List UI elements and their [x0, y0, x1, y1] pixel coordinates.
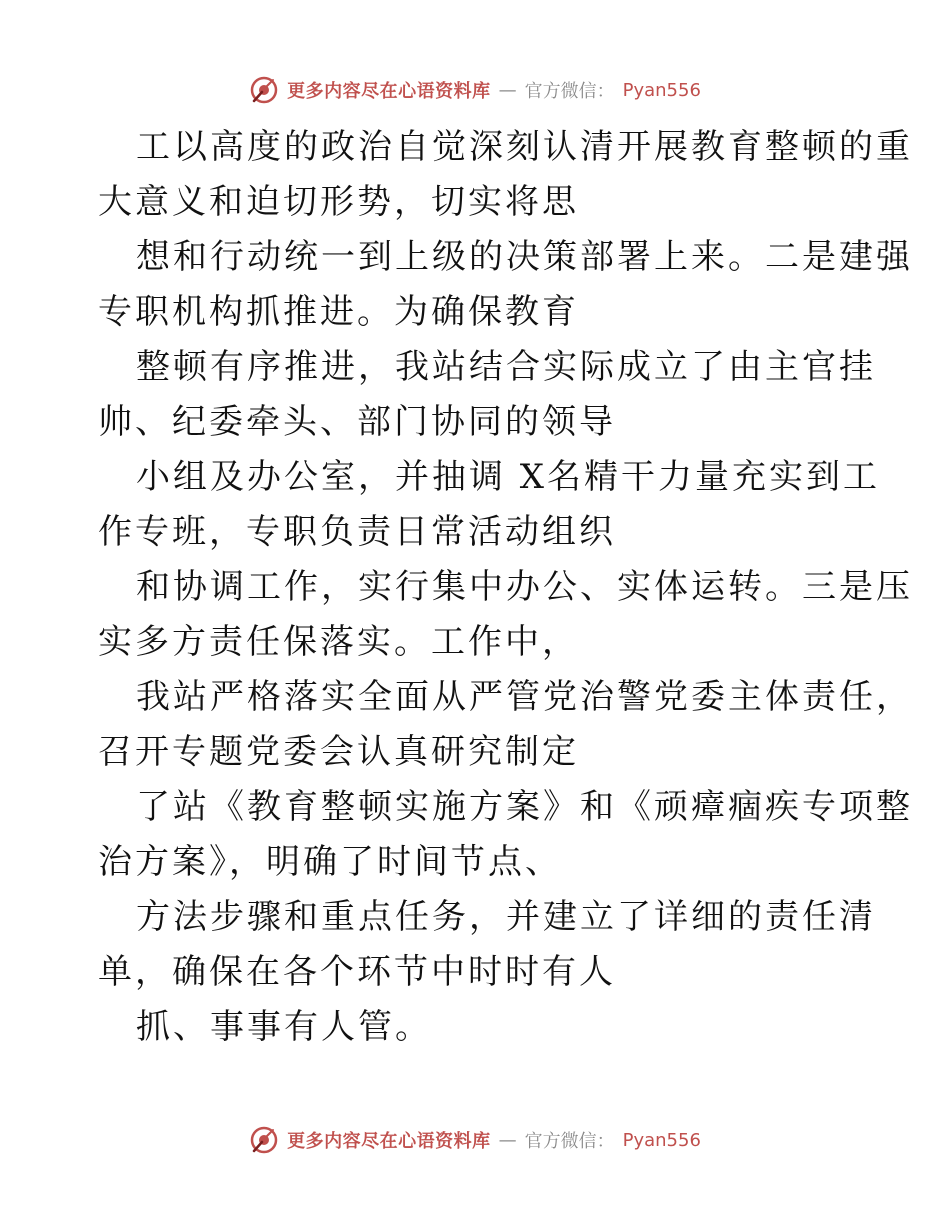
- paragraph: [98, 890, 876, 1000]
- paragraph: [98, 1000, 858, 1055]
- text-line: 作专班，专职负责日常活动组织: [98, 512, 616, 552]
- text-line: 实多方责任保落实。工作中，: [98, 622, 579, 662]
- text-line: 召开专题党委会认真研究制定: [98, 732, 579, 772]
- header-watermark: [0, 70, 950, 110]
- watermark-wechat-id: Pyan556: [622, 1129, 701, 1151]
- watermark-site-name: 更多内容尽在心语资料库: [287, 1131, 491, 1152]
- text-line: 小组及办公室，并抽调 X名精干力量充实到工: [136, 457, 881, 497]
- text-line: 整顿有序推进，我站结合实际成立了由主官挂: [136, 347, 876, 387]
- text-line: 方法步骤和重点任务，并建立了详细的责任清: [136, 897, 876, 937]
- text-line: 帅、纪委牵头、部门协同的领导: [98, 402, 616, 442]
- text-line: 抓、事事有人管。: [136, 1007, 432, 1047]
- text-line: 治方案》，明确了时间节点、: [98, 842, 562, 882]
- text-line: 专职机构抓推进。为确保教育: [98, 292, 579, 332]
- text-line: 和协调工作，实行集中办公、实体运转。三是压: [136, 567, 913, 607]
- paragraph: [98, 670, 913, 780]
- text-line: 想和行动统一到上级的决策部署上来。二是建强: [136, 237, 913, 277]
- watermark-wechat-label: 官方微信：: [524, 1131, 615, 1152]
- footer-watermark: [0, 1120, 950, 1160]
- paragraph: [98, 230, 913, 340]
- pen-logo-icon: [249, 1125, 279, 1155]
- text-line: 我站严格落实全面从严管党治警党委主体责任，: [136, 677, 913, 717]
- watermark-wechat-label: 官方微信：: [524, 81, 615, 102]
- paragraph: [98, 450, 881, 560]
- text-line: 单，确保在各个环节中时时有人: [98, 952, 616, 992]
- watermark-wechat-id: Pyan556: [622, 79, 701, 101]
- watermark-site-name: 更多内容尽在心语资料库: [287, 81, 491, 102]
- document-body: [98, 120, 913, 1055]
- paragraph: [98, 560, 913, 670]
- text-line: 大意义和迫切形势，切实将思: [98, 182, 579, 222]
- paragraph: [98, 340, 876, 450]
- text-line: 了站《教育整顿实施方案》和《顽瘴痼疾专项整: [136, 787, 913, 827]
- watermark-dash: —: [498, 79, 517, 101]
- watermark-dash: —: [498, 1129, 517, 1151]
- paragraph: [98, 120, 913, 230]
- pen-logo-icon: [249, 75, 279, 105]
- paragraph: [98, 780, 913, 890]
- text-line: 工以高度的政治自觉深刻认清开展教育整顿的重: [136, 127, 913, 167]
